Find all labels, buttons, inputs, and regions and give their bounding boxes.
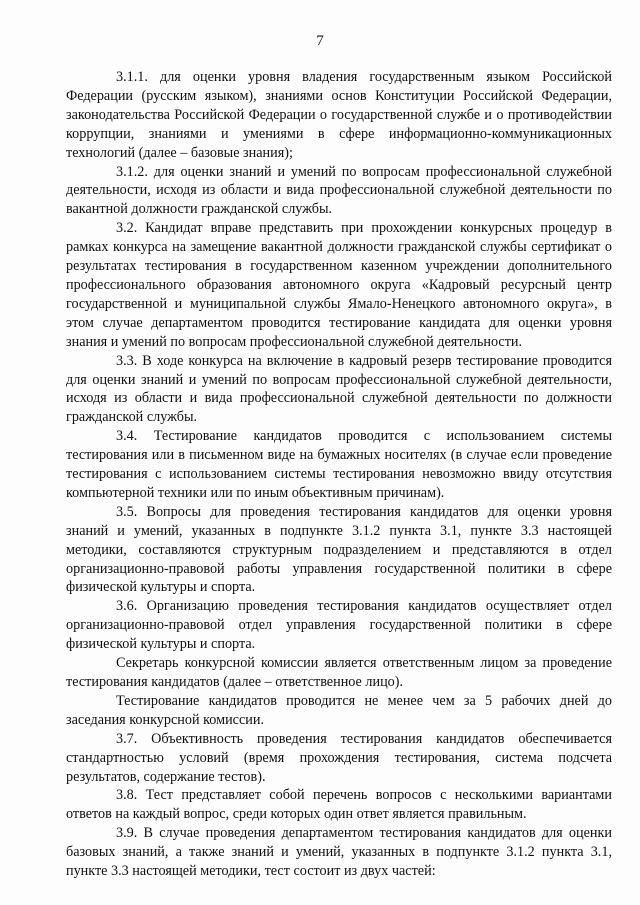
paragraph-3-6: 3.6. Организацию проведения тестирования кандидатов осуществляет отдел организационно-правовой отдел управления государственной политики в сфере физической культуры и спорта.	[66, 598, 612, 653]
paragraph-3-8: 3.8. Тест представляет собой перечень вопросов с несколькими вариантами ответов на каждый вопрос, среди которых один ответ является правильным.	[66, 787, 612, 823]
paragraph-3-3: 3.3. В ходе конкурса на включение в кадровый резерв тестирование проводится для оценки знаний и умений по вопросам профессиональной служебной деятельности, исходя из области и вида профессиональной служебной деятельности по должности гражданской службы.	[66, 352, 612, 426]
paragraph-testing-deadline: Тестирование кандидатов проводится не менее чем за 5 рабочих дней до заседания конкурсной комиссии.	[66, 692, 612, 728]
paragraph-3-4: 3.4. Тестирование кандидатов проводится с использованием системы тестирования или в письменном виде на бумажных носителях (в случае если проведение тестирования с использованием системы тестирования невозможно ввиду отсутствия компьютерной техники или по иным объективным причинам).	[66, 428, 612, 501]
paragraph-3-7: 3.7. Объективность проведения тестирования кандидатов обеспечивается стандартностью условий (время прохождения тестирования, система подсчета результатов, содержание тестов).	[66, 730, 612, 785]
paragraph-3-1-1: 3.1.1. для оценки уровня владения государственным языком Российской Федерации (русским языком), знаниями основ Конституции Российской Федерации, законодательства Российской Федерации о государственной службе и о противодействии коррупции, знаниями и умениями в сфере информационно-коммуникационных технологий (далее – базовые знания);	[66, 69, 612, 161]
paragraph-3-1-2: 3.1.2. для оценки знаний и умений по вопросам профессиональной служебной деятельности, исходя из области и вида профессиональной служебной деятельности по вакантной должности гражданской службы.	[66, 163, 612, 218]
paragraph-3-9: 3.9. В случае проведения департаментом тестирования кандидатов для оценки базовых знаний, а также знаний и умений, указанных в подпункте 3.1.2 пункта 3.1, пункте 3.3 настоящей методики, тест состоит из двух частей:	[66, 825, 612, 880]
paragraph-3-2: 3.2. Кандидат вправе представить при прохождении конкурсных процедур в рамках конкурса на замещение вакантной должности гражданской службы сертификат о результатах тестирования в государственном казенном учреждении дополнительного профессионального образования автономного округа «Кадровый ресурсный центр государственной и муниципальной службы Ямало-Ненецкого автономного округа», в этом случае департаментом проводится тестирование кандидата для оценки уровня знания и умений по вопросам профессиональной служебной деятельности.	[66, 220, 612, 350]
page-number: 7	[316, 33, 324, 49]
paragraph-3-5: 3.5. Вопросы для проведения тестирования кандидатов для оценки уровня знаний и умений, указанных в подпункте 3.1.2 пункта 3.1, пункте 3.3 настоящей методики, составляются структурным подразделением и представляются в отдел организационно-правовой работы управления государственной политики в сфере физической культуры и спорта.	[66, 503, 612, 596]
paragraph-secretary: Секретарь конкурсной комиссии является ответственным лицом за проведение тестирования кандидатов (далее – ответственное лицо).	[66, 655, 612, 690]
document-body	[66, 68, 612, 881]
